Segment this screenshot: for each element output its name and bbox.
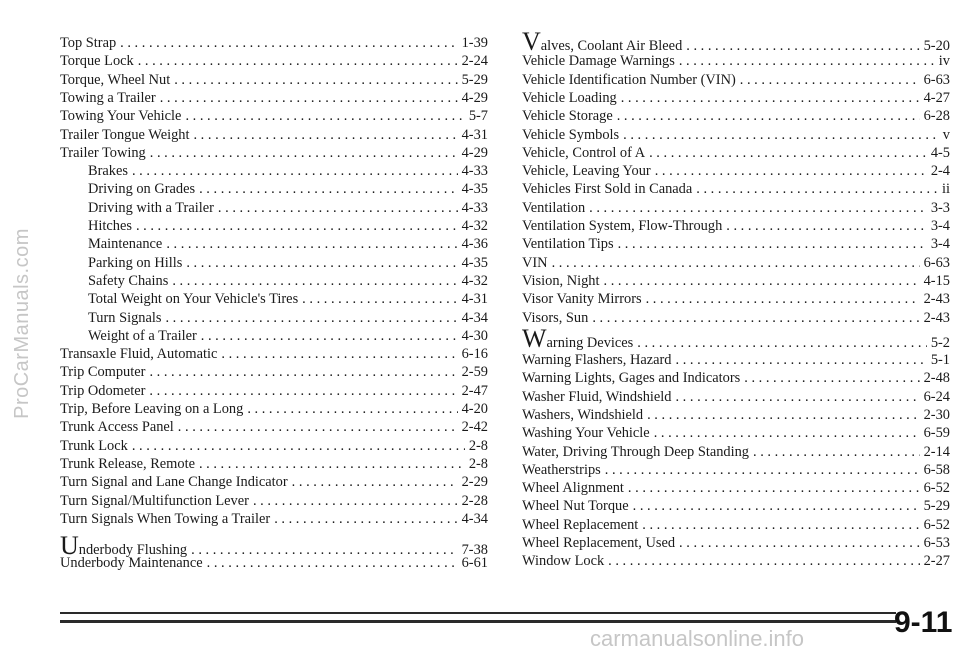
index-entry-title: Top Strap [60, 35, 117, 51]
dot-leader [247, 401, 457, 418]
index-entry [60, 511, 488, 528]
index-entry-page: 6-28 [923, 108, 950, 124]
dot-leader [679, 535, 920, 552]
index-entry [60, 555, 488, 572]
dot-leader [149, 383, 457, 400]
index-entry-page: 5-29 [461, 72, 488, 88]
index-entry-title: Trip Computer [60, 364, 146, 380]
index-entry-title: Trailer Towing [60, 145, 146, 161]
dot-leader [696, 181, 938, 198]
index-entry [60, 145, 488, 162]
dot-leader [292, 474, 458, 491]
index-entry-page: 2-43 [923, 291, 950, 307]
index-entry [522, 407, 950, 424]
index-entry-title: Vehicle, Leaving Your [522, 163, 651, 179]
index-entry-title: Valves, Coolant Air Bleed [522, 27, 683, 56]
footer-rule-thick [60, 620, 896, 623]
index-entry [88, 181, 488, 198]
dot-leader [136, 218, 458, 235]
index-entry [522, 273, 950, 290]
index-entry [522, 181, 950, 198]
dot-leader [605, 462, 920, 479]
dot-leader [623, 127, 939, 144]
index-entry-page: 5-1 [930, 352, 950, 368]
dot-leader [120, 35, 457, 52]
index-entry-title: Turn Signal and Lane Change Indicator [60, 474, 288, 490]
dot-leader [740, 72, 920, 89]
index-entry-page: ii [942, 181, 950, 197]
dot-leader [589, 200, 927, 217]
index-entry-title: Brakes [88, 163, 128, 179]
index-entry-page: 4-35 [461, 181, 488, 197]
index-entry-title: Maintenance [88, 236, 163, 252]
index-entry [88, 273, 488, 290]
dot-leader [744, 370, 919, 387]
index-entry-title: Visors, Sun [522, 310, 589, 326]
dot-leader [592, 310, 919, 327]
dot-leader [679, 53, 935, 70]
index-entry-page: 2-28 [461, 493, 488, 509]
dot-leader [185, 108, 464, 125]
index-entry [522, 462, 950, 479]
index-entry-page: 6-24 [923, 389, 950, 405]
index-entry-title: Vision, Night [522, 273, 600, 289]
dot-leader [676, 352, 927, 369]
index-entry [522, 535, 950, 552]
index-entry-page: 2-47 [461, 383, 488, 399]
index-entry-page: 4-36 [461, 236, 488, 252]
dot-leader [199, 181, 458, 198]
index-entry-title: Towing a Trailer [60, 90, 156, 106]
index-entry-page: 3-3 [930, 200, 950, 216]
index-entry-title: Parking on Hills [88, 255, 183, 271]
index-entry-page: 4-33 [461, 200, 488, 216]
index-entry-title: Turn Signals When Towing a Trailer [60, 511, 271, 527]
index-entry-page: 2-24 [461, 53, 488, 69]
index-entry [60, 383, 488, 400]
index-entry-title: Trip Odometer [60, 383, 146, 399]
dot-leader [647, 407, 920, 424]
index-entry [88, 255, 488, 272]
index-entry-page: 2-4 [930, 163, 950, 179]
index-entry-page: 4-20 [461, 401, 488, 417]
index-entry-page: 6-52 [923, 517, 950, 533]
dot-leader [618, 236, 927, 253]
index-entry [88, 200, 488, 217]
index-entry [522, 352, 950, 369]
index-entry-page: 4-34 [461, 310, 488, 326]
dot-leader [637, 335, 927, 352]
index-entry [522, 310, 950, 327]
index-entry [88, 328, 488, 345]
index-entry [60, 493, 488, 510]
dot-leader [193, 127, 457, 144]
dot-leader [302, 291, 457, 308]
index-entry-page: 2-43 [923, 310, 950, 326]
index-entry-page: 6-52 [923, 480, 950, 496]
index-entry-page: 2-8 [468, 456, 488, 472]
dot-leader [221, 346, 457, 363]
index-entry-title: Vehicles First Sold in Canada [522, 181, 693, 197]
index-entry-title: Turn Signals [88, 310, 162, 326]
index-entry-title: Driving on Grades [88, 181, 196, 197]
index-entry [522, 517, 950, 534]
index-entry-title: Warning Devices [522, 324, 634, 353]
side-watermark-text: ProCarManuals.com [10, 227, 33, 419]
index-entry [522, 72, 950, 89]
index-entry [60, 456, 488, 473]
index-entry-title: Torque Lock [60, 53, 134, 69]
index-entry [522, 324, 950, 353]
index-entry-page: 4-27 [923, 90, 950, 106]
index-entry [60, 35, 488, 52]
dot-leader [201, 328, 458, 345]
index-entry-page: 6-61 [461, 555, 488, 571]
dot-leader [149, 364, 457, 381]
index-entry [60, 127, 488, 144]
index-entry [522, 27, 950, 56]
index-entry-title: Vehicle Identification Number (VIN) [522, 72, 736, 88]
index-entry [522, 498, 950, 515]
dot-leader [642, 517, 919, 534]
index-entry-page: 4-5 [930, 145, 950, 161]
index-entry-page: 5-7 [468, 108, 488, 124]
index-entry [60, 474, 488, 491]
index-entry-page: 3-4 [930, 236, 950, 252]
index-entry-title: Turn Signal/Multifunction Lever [60, 493, 249, 509]
index-entry [60, 108, 488, 125]
index-entry-title: Weatherstrips [522, 462, 601, 478]
index-entry-page: 6-16 [461, 346, 488, 362]
index-entry-title: Trunk Lock [60, 438, 128, 454]
dot-leader [138, 53, 458, 70]
index-entry [522, 425, 950, 442]
side-watermark [6, 0, 38, 646]
index-entry [60, 346, 488, 363]
dot-leader [604, 273, 920, 290]
index-entry-title: Visor Vanity Mirrors [522, 291, 642, 307]
index-entry [522, 108, 950, 125]
index-entry-title: Washer Fluid, Windshield [522, 389, 672, 405]
dot-leader [186, 255, 457, 272]
dot-leader [726, 218, 927, 235]
dot-leader [174, 72, 457, 89]
dot-leader [132, 438, 465, 455]
index-entry-title: Window Lock [522, 553, 605, 569]
index-entry-title: Trunk Release, Remote [60, 456, 195, 472]
index-entry [60, 438, 488, 455]
index-entry-page: 6-58 [923, 462, 950, 478]
index-entry-title: Towing Your Vehicle [60, 108, 182, 124]
index-entry-title: Wheel Replacement [522, 517, 639, 533]
index-entry [88, 236, 488, 253]
index-entry-page: 6-63 [923, 72, 950, 88]
index-entry-title: Washing Your Vehicle [522, 425, 650, 441]
dot-leader [218, 200, 458, 217]
index-entry-page: 6-59 [923, 425, 950, 441]
index-entry-title: VIN [522, 255, 548, 271]
index-entry-page: 2-42 [461, 419, 488, 435]
index-entry-page: 2-59 [461, 364, 488, 380]
footer-watermark: carmanualsonline.info [590, 626, 805, 651]
index-entry [522, 236, 950, 253]
dot-leader [172, 273, 457, 290]
dot-leader [655, 163, 927, 180]
index-entry [522, 163, 950, 180]
dot-leader [165, 310, 457, 327]
index-entry [60, 90, 488, 107]
index-entry-page: 4-34 [461, 511, 488, 527]
index-entry-page: 2-48 [923, 370, 950, 386]
index-entry [522, 480, 950, 497]
index-entry-title: Vehicle Loading [522, 90, 617, 106]
index-entry-page: 4-29 [461, 145, 488, 161]
index-entry [522, 218, 950, 235]
index-entry-title: Vehicle Symbols [522, 127, 620, 143]
index-entry-title: Warning Flashers, Hazard [522, 352, 672, 368]
dot-leader [675, 389, 919, 406]
index-entry-page: 4-15 [923, 273, 950, 289]
index-entry-title: Underbody Maintenance [60, 555, 203, 571]
index-entry-title: Washers, Windshield [522, 407, 644, 423]
dot-leader [166, 236, 457, 253]
index-entry [88, 310, 488, 327]
index-entry-page: 3-4 [930, 218, 950, 234]
dot-leader [150, 145, 458, 162]
index-entry-title: Trip, Before Leaving on a Long [60, 401, 244, 417]
index-entry-title: Ventilation [522, 200, 586, 216]
index-entry [88, 218, 488, 235]
footer-rule-thin [60, 612, 896, 614]
index-entry-title: Total Weight on Your Vehicle's Tires [88, 291, 299, 307]
index-entry-title: Water, Driving Through Deep Standing [522, 444, 750, 460]
index-entry [522, 200, 950, 217]
dot-leader [621, 90, 920, 107]
index-entry-title: Vehicle Storage [522, 108, 613, 124]
dot-leader [274, 511, 457, 528]
index-entry-title: Underbody Flushing [60, 531, 188, 560]
index-entry-page: 6-53 [923, 535, 950, 551]
index-entry-page: 2-27 [923, 553, 950, 569]
index-entry-title: Driving with a Trailer [88, 200, 214, 216]
dot-leader [617, 108, 920, 125]
index-entry [522, 90, 950, 107]
index-entry-page: 4-35 [461, 255, 488, 271]
index-entry-title: Wheel Nut Torque [522, 498, 629, 514]
dot-leader [646, 291, 920, 308]
index-entry-title: Trailer Tongue Weight [60, 127, 190, 143]
dot-leader [132, 163, 458, 180]
index-entry-title: Vehicle Damage Warnings [522, 53, 675, 69]
index-entry [522, 127, 950, 144]
index-entry-page: 4-30 [461, 328, 488, 344]
index-entry-title: Wheel Alignment [522, 480, 624, 496]
dot-leader [633, 498, 920, 515]
index-entry [88, 163, 488, 180]
index-entry [60, 72, 488, 89]
index-entry-title: Trunk Access Panel [60, 419, 174, 435]
index-entry-page: 7-38 [461, 542, 488, 558]
dot-leader [753, 444, 920, 461]
index-entry-page: 4-31 [461, 291, 488, 307]
dot-leader [199, 456, 465, 473]
index-entry-page: 2-14 [923, 444, 950, 460]
dot-leader [552, 255, 920, 272]
dot-leader [160, 90, 458, 107]
index-entry-page: 4-29 [461, 90, 488, 106]
dot-leader [253, 493, 458, 510]
index-entry-page: 5-20 [923, 38, 950, 54]
index-entry [60, 401, 488, 418]
index-entry-title: Ventilation Tips [522, 236, 614, 252]
index-entry [522, 145, 950, 162]
index-entry [88, 291, 488, 308]
dot-leader [649, 145, 927, 162]
index-entry [522, 553, 950, 570]
index-entry-page: 5-29 [923, 498, 950, 514]
index-entry-title: Safety Chains [88, 273, 169, 289]
index-entry-page: 4-32 [461, 218, 488, 234]
index-entry-page: 6-63 [923, 255, 950, 271]
dot-leader [654, 425, 920, 442]
index-entry [60, 419, 488, 436]
index-entry-page: 4-31 [461, 127, 488, 143]
dot-leader [207, 555, 458, 572]
index-entry [522, 53, 950, 70]
index-entry-title: Ventilation System, Flow-Through [522, 218, 723, 234]
page-number: 9-11 [894, 606, 953, 639]
dot-leader [178, 419, 458, 436]
dot-leader [608, 553, 919, 570]
index-entry [522, 370, 950, 387]
index-entry-page: 4-33 [461, 163, 488, 179]
index-entry-title: Transaxle Fluid, Automatic [60, 346, 218, 362]
index-entry-title: Weight of a Trailer [88, 328, 197, 344]
index-entry [60, 364, 488, 381]
index-entry [522, 444, 950, 461]
index-entry-title: Wheel Replacement, Used [522, 535, 676, 551]
index-entry-page: iv [938, 53, 950, 69]
index-entry [522, 291, 950, 308]
index-entry-title: Torque, Wheel Nut [60, 72, 171, 88]
index-entry [522, 389, 950, 406]
index-entry-title: Warning Lights, Gages and Indicators [522, 370, 741, 386]
index-entry-page: 2-30 [923, 407, 950, 423]
index-entry [522, 255, 950, 272]
index-entry-page: 2-8 [468, 438, 488, 454]
index-entry-page: 4-32 [461, 273, 488, 289]
index-entry-page: 1-39 [461, 35, 488, 51]
index-entry-title: Hitches [88, 218, 132, 234]
index-entry-page: v [942, 127, 950, 143]
dot-leader [628, 480, 920, 497]
index-entry-title: Vehicle, Control of A [522, 145, 646, 161]
index-entry [60, 53, 488, 70]
index-entry-page: 2-29 [461, 474, 488, 490]
index-entry-page: 5-2 [930, 335, 950, 351]
